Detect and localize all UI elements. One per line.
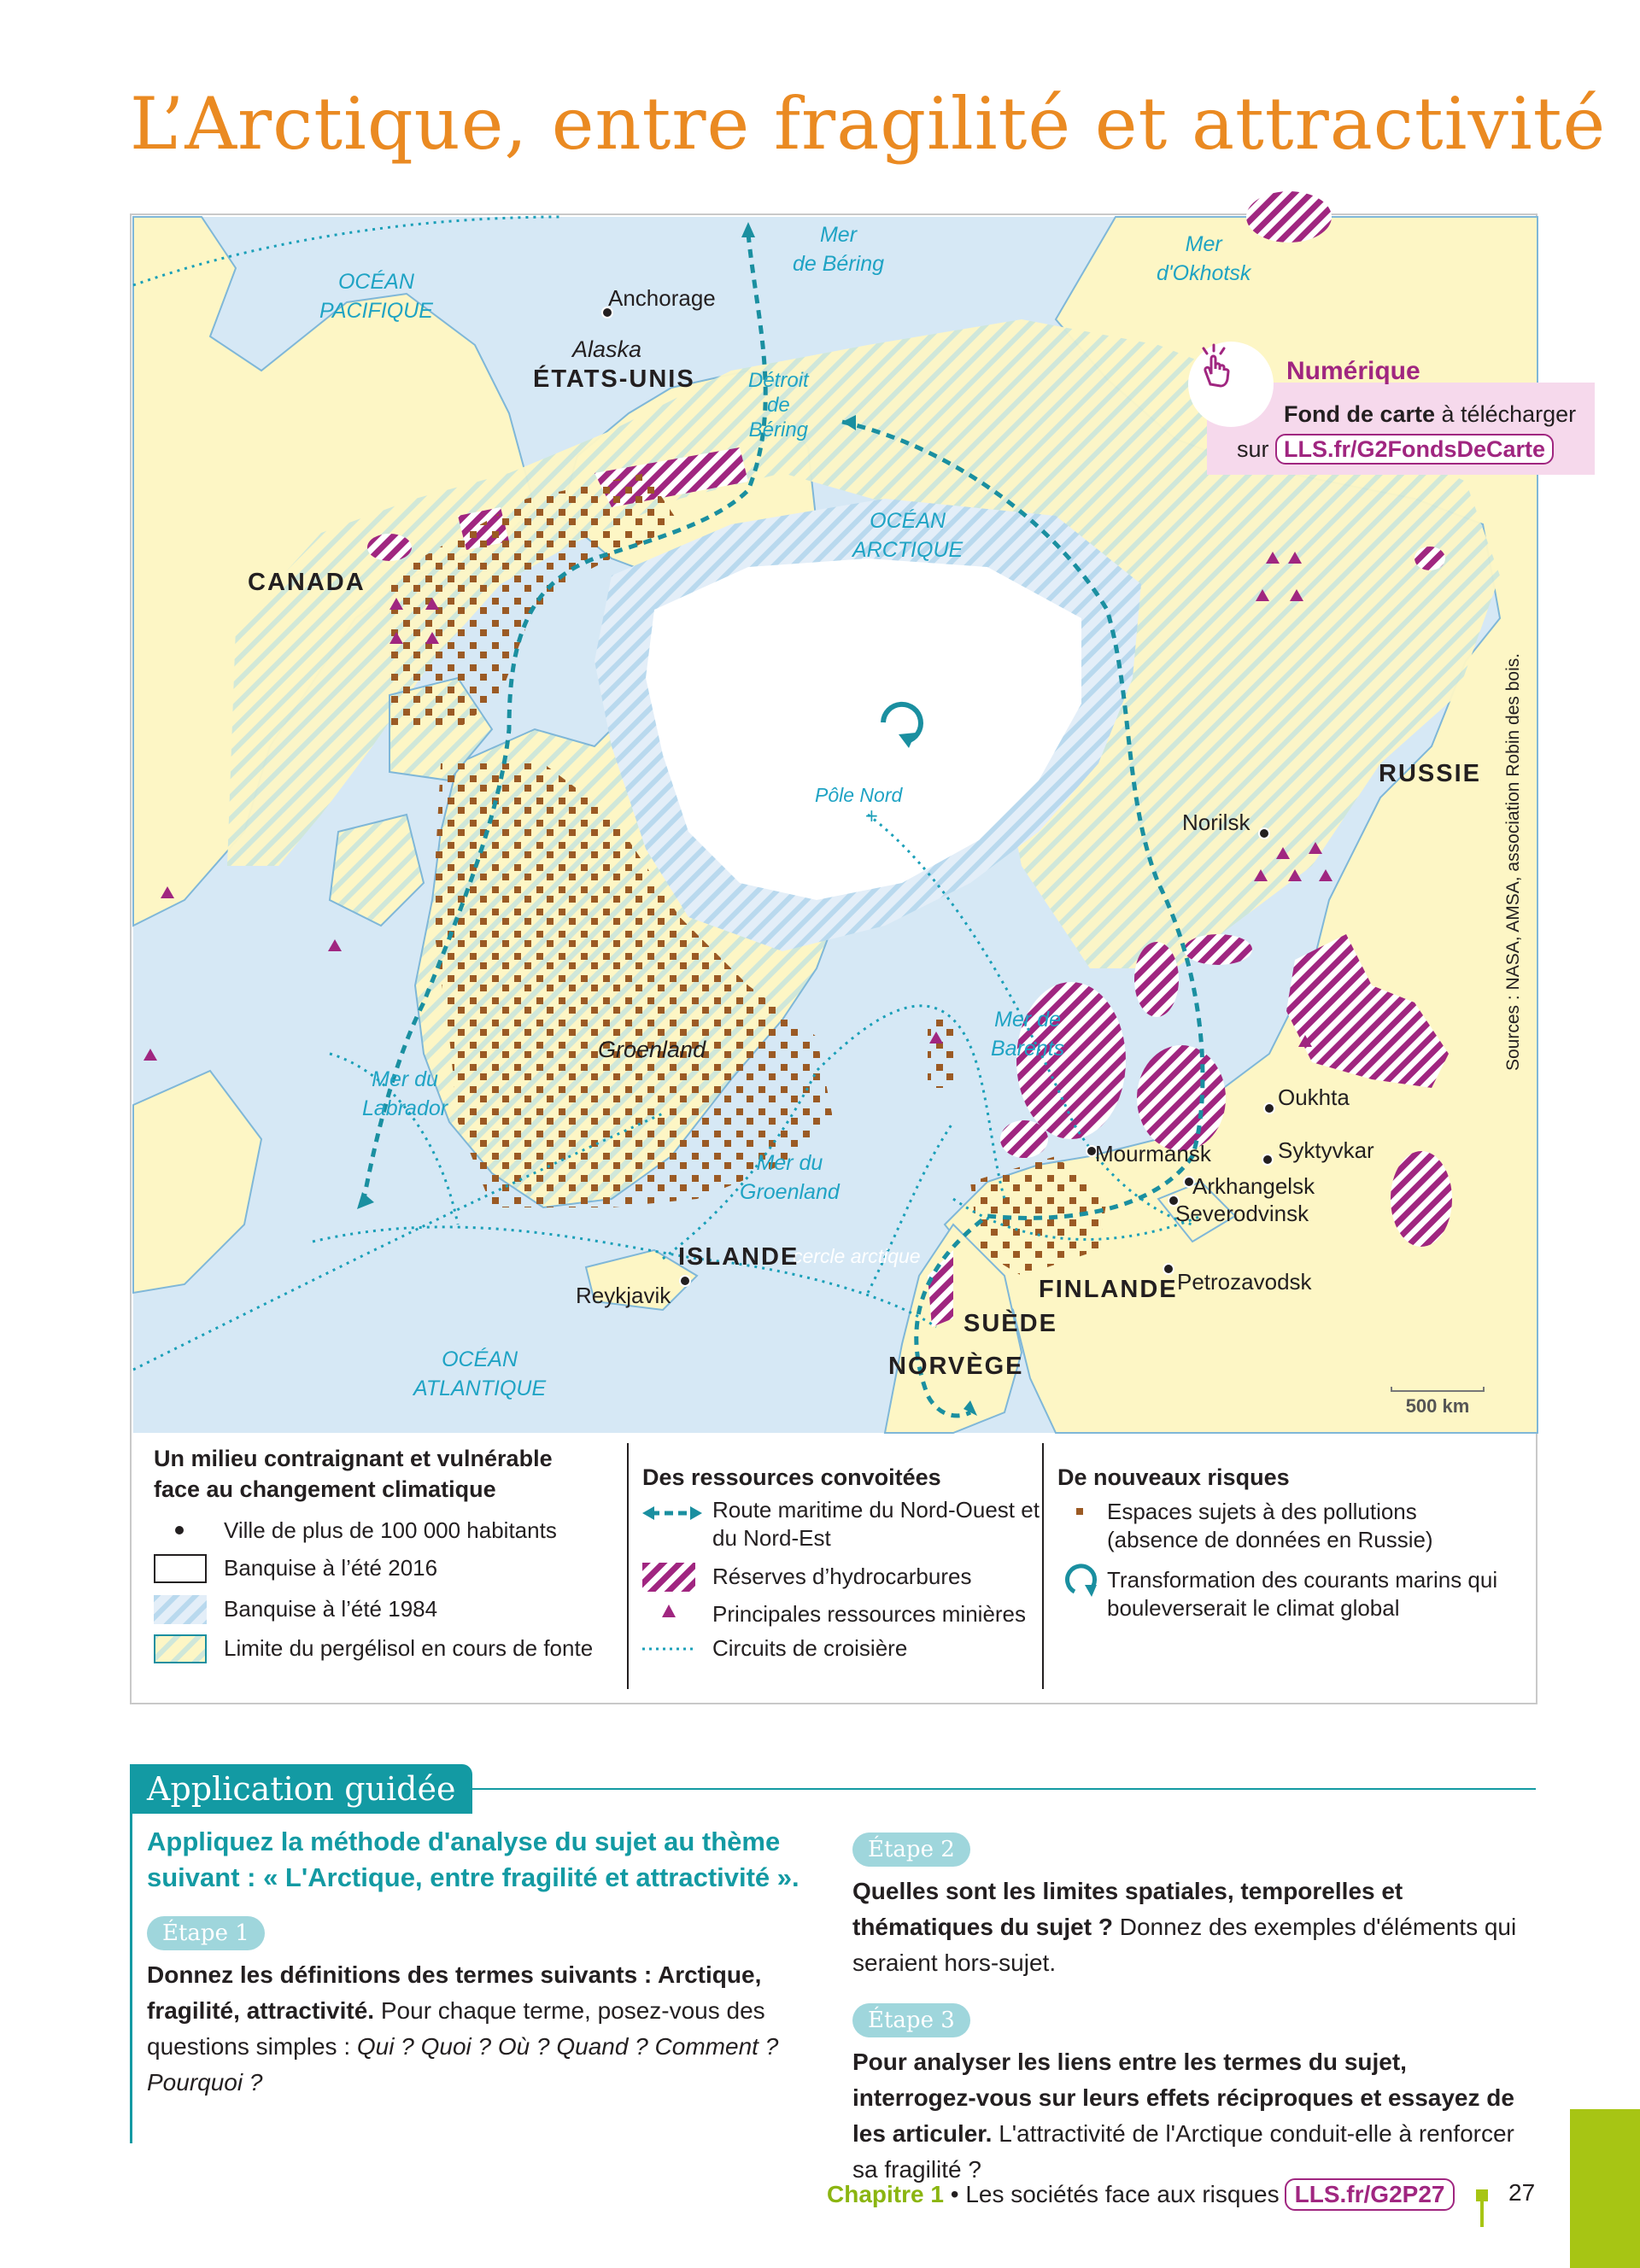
numerique-link-line: sur LLS.fr/G2FondsDeCarte [1237,434,1554,465]
map-sources: Sources : NASA, AMSA, association Robin des bois. [1503,652,1523,1071]
north-pole-marker: + [864,805,879,826]
label-city-oukhta: Oukhta [1278,1084,1350,1110]
page-title: L’Arctique, entre fragilité et attractivité [130,82,1607,166]
application-intro: Appliquez la méthode d'analyse du sujet au thème suivant : « L'Arctique, entre fragilité et attractivité ». [147,1827,800,1892]
label-labrador-sea: Mer du Labrador [362,1067,448,1120]
label-north-pole: Pôle Nord [815,784,903,806]
application-left-bar [130,1814,132,2143]
legend-text-city: Ville de plus de 100 000 habitants [224,1517,557,1543]
label-pacific-ocean: OCÉAN PACIFIQUE [319,270,433,323]
label-city-mourmansk: Mourmansk [1095,1141,1211,1166]
step-3-text: Pour analyser les liens entre les termes du sujet, interrogez-vous sur leurs effets réciproques et essayez de les articuler. L'attractivité de l'Arctique conduit-elle à renforcer sa fragilité ? [852,2049,1514,2183]
label-iceland: ISLANDE [678,1243,800,1271]
legend-text-hydrocarbons: Réserves d’hydrocarbures [712,1564,972,1589]
footer-title: Les sociétés face aux risques [965,2181,1280,2207]
arctic-map[interactable] [133,217,1577,1433]
legend-swatch-ice-1984 [154,1595,207,1624]
label-arctic-ocean: OCÉAN ARCTIQUE [852,509,964,562]
label-greenland-sea: Mer du Groenland [740,1151,840,1204]
label-bering-sea: Mer de Béring [793,223,885,276]
footer-link[interactable]: LLS.fr/G2P27 [1285,2178,1456,2211]
label-canada: CANADA [248,569,366,596]
label-city-reykjavik: Reykjavik [576,1283,671,1308]
label-finland: FINLANDE [1039,1276,1178,1303]
label-city-severodvinsk: Severodvinsk [1175,1201,1309,1226]
legend-text-minerals: Principales ressources minières [712,1601,1027,1627]
legend-text-currents: Transformation des courants marins qui bouleverserait le climat global [1107,1567,1498,1621]
label-city-syktyvkar: Syktyvkar [1278,1137,1374,1163]
numerique-callout [1188,342,1577,478]
legend-column-resources [627,1443,1042,1689]
footer-marker-icon [1476,2189,1488,2201]
legend-text-route: Route maritime du Nord-Ouest et du Nord-Est [712,1497,1040,1551]
legend-heading-environment: Un milieu contraignant et vulnérable face au changement climatique [154,1446,553,1502]
numerique-text: Fond de carte à télécharger [1284,401,1577,427]
legend-heading-resources: Des ressources convoitées [642,1464,941,1490]
scale-bar [1391,1387,1485,1392]
pointer-hand-icon [1188,342,1274,427]
legend-swatch-ice-2016 [154,1554,207,1583]
label-alaska: Alaska [572,336,642,362]
label-city-anchorage: Anchorage [608,285,716,311]
step-3-label: Étape 3 [852,2003,970,2037]
scale-label: 500 km [1405,1395,1470,1417]
legend-text-permafrost: Limite du pergélisol en cours de fonte [224,1635,594,1661]
label-atlantic-ocean: OCÉAN ATLANTIQUE [413,1347,547,1400]
label-greenland: Groenland [598,1037,706,1062]
legend-swatch-hydrocarbons [642,1563,695,1592]
legend-text-pollution: Espaces sujets à des pollutions (absence de données en Russie) [1107,1499,1433,1552]
label-sweden: SUÈDE [964,1310,1057,1337]
footer-chapter: Chapitre 1 [827,2181,944,2207]
legend-pollution-icon [1076,1508,1083,1515]
footer-separator: • [943,2181,966,2207]
legend-column-risks [1042,1443,1520,1689]
legend-text-ice-1984: Banquise à l’été 1984 [224,1596,438,1622]
label-bering-strait: Détroit de Béring [748,369,809,441]
legend-current-icon [1057,1563,1102,1600]
map-frame [130,213,1577,1704]
map-scale [1391,1387,1485,1418]
step-1-label: Étape 1 [147,1916,265,1950]
footer-marker-tick [1480,2201,1484,2227]
label-city-norilsk: Norilsk [1182,810,1250,835]
label-city-petrozavodsk: Petrozavodsk [1177,1269,1312,1295]
page-number: 27 [1508,2179,1536,2206]
page-footer [827,2176,1455,2213]
step-2-text: Quelles sont les limites spatiales, temporelles et thématiques du sujet ? Donnez des exemples d'éléments qui seraient hors-sujet. [852,1878,1517,1976]
label-arctic-circle: cercle arctique [793,1245,921,1267]
legend-heading-risks: De nouveaux risques [1057,1464,1290,1490]
legend-swatch-permafrost [154,1634,207,1663]
label-norway: NORVÈGE [888,1353,1024,1380]
legend-route-icon [642,1505,702,1522]
label-russia: RUSSIE [1379,760,1481,787]
label-city-arkhangelsk: Arkhangelsk [1192,1173,1315,1199]
label-usa: ÉTATS-UNIS [533,365,695,393]
page-corner-tab [1570,2109,1640,2268]
numerique-link[interactable]: LLS.fr/G2FondsDeCarte [1275,434,1554,465]
legend-mineral-icon [661,1604,676,1619]
map-legend [133,1435,1538,1703]
step-1-text: Donnez les définitions des termes suivants : Arctique, fragilité, attractivité. Pour chaque terme, posez-vous des questions simples : Qui ? Quoi ? Où ? Quand ? Comment ? Pourquoi ? [147,1961,779,2096]
numerique-title: Numérique [1286,357,1420,385]
legend-cruise-icon [642,1645,697,1653]
legend-text-ice-2016: Banquise à l’été 2016 [224,1555,438,1581]
legend-city-icon [171,1522,188,1539]
legend-text-cruises: Circuits de croisière [712,1635,908,1661]
step-2-label: Étape 2 [852,1833,970,1867]
label-barents-sea: Mer de Barents [991,1008,1065,1061]
label-okhotsk-sea: Mer d'Okhotsk [1157,232,1251,285]
application-heading: Application guidée [130,1764,472,1814]
